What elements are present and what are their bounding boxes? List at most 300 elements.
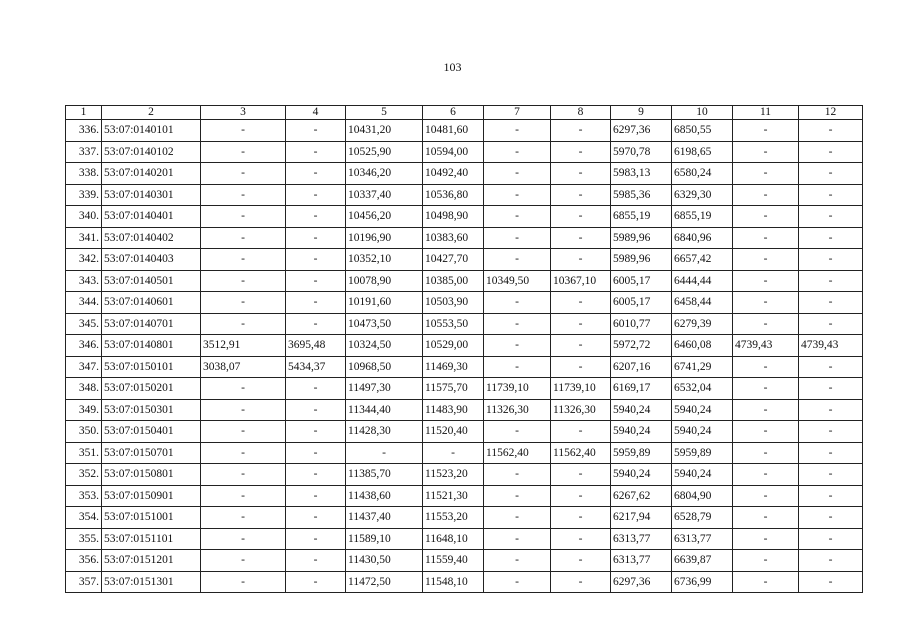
table-row <box>66 378 863 400</box>
table-cell: 5959,89 <box>672 442 733 464</box>
table-cell: 53:07:0140102 <box>102 141 201 163</box>
table-cell: - <box>201 249 286 271</box>
table-cell: - <box>286 313 346 335</box>
table-cell: 6297,36 <box>611 120 672 142</box>
table-cell: 338. <box>66 163 102 185</box>
table-cell: - <box>551 571 611 593</box>
table-cell: 11739,10 <box>484 378 551 400</box>
table-cell: - <box>733 571 799 593</box>
table-cell: 10529,00 <box>423 335 484 357</box>
table-cell: - <box>201 571 286 593</box>
table-cell: 10352,10 <box>346 249 423 271</box>
table-cell: - <box>733 507 799 529</box>
table-cell: - <box>799 571 863 593</box>
table-cell: 5940,24 <box>611 464 672 486</box>
page-number: 103 <box>443 60 462 74</box>
table-cell: - <box>286 550 346 572</box>
table-cell: - <box>201 163 286 185</box>
table-cell: 11497,30 <box>346 378 423 400</box>
table-cell: 11575,70 <box>423 378 484 400</box>
table-cell: 5959,89 <box>611 442 672 464</box>
table-cell: 11589,10 <box>346 528 423 550</box>
table-cell: - <box>484 507 551 529</box>
table-cell: - <box>201 227 286 249</box>
table-cell: 6850,55 <box>672 120 733 142</box>
column-header: 3 <box>201 106 286 120</box>
table-row <box>66 184 863 206</box>
table-cell: - <box>551 421 611 443</box>
table-cell: 53:07:0150901 <box>102 485 201 507</box>
table-cell: - <box>551 356 611 378</box>
table-cell: 53:07:0151001 <box>102 507 201 529</box>
table-cell: - <box>733 464 799 486</box>
table-cell: - <box>799 313 863 335</box>
table-row <box>66 141 863 163</box>
table-cell: - <box>799 270 863 292</box>
table-cell: 6639,87 <box>672 550 733 572</box>
table-cell: - <box>733 163 799 185</box>
table-cell: - <box>484 120 551 142</box>
table-cell: - <box>286 120 346 142</box>
table-cell: 354. <box>66 507 102 529</box>
table-cell: - <box>733 528 799 550</box>
table-cell: - <box>551 550 611 572</box>
table-cell: 53:07:0150801 <box>102 464 201 486</box>
table-cell: - <box>286 571 346 593</box>
table-cell: - <box>733 399 799 421</box>
table-cell: 6741,29 <box>672 356 733 378</box>
table-cell: 6169,17 <box>611 378 672 400</box>
table-cell: 6855,19 <box>672 206 733 228</box>
table-cell: 10427,70 <box>423 249 484 271</box>
table-cell: - <box>799 206 863 228</box>
table-cell: - <box>484 206 551 228</box>
table-cell: 6267,62 <box>611 485 672 507</box>
table-cell: - <box>484 571 551 593</box>
column-header: 12 <box>799 106 863 120</box>
column-header: 1 <box>66 106 102 120</box>
table-cell: 10481,60 <box>423 120 484 142</box>
table-cell: 10594,00 <box>423 141 484 163</box>
table-cell: 53:07:0140201 <box>102 163 201 185</box>
table-cell: 6010,77 <box>611 313 672 335</box>
table-cell: - <box>201 378 286 400</box>
table-cell: 10346,20 <box>346 163 423 185</box>
table-cell: - <box>201 528 286 550</box>
table-cell: - <box>201 184 286 206</box>
table-row <box>66 206 863 228</box>
table-cell: 53:07:0150401 <box>102 421 201 443</box>
table-row <box>66 550 863 572</box>
table-cell: - <box>484 249 551 271</box>
table-cell: - <box>551 485 611 507</box>
table-cell: - <box>201 270 286 292</box>
table-cell: 6580,24 <box>672 163 733 185</box>
table-row <box>66 507 863 529</box>
table-cell: 10196,90 <box>346 227 423 249</box>
table-cell: 10553,50 <box>423 313 484 335</box>
table-cell: 10525,90 <box>346 141 423 163</box>
table-cell: - <box>201 141 286 163</box>
table-cell: - <box>286 399 346 421</box>
table-row <box>66 399 863 421</box>
table-cell: 53:07:0140301 <box>102 184 201 206</box>
table-cell: - <box>551 313 611 335</box>
table-cell: - <box>551 292 611 314</box>
table-cell: - <box>799 442 863 464</box>
table-row <box>66 249 863 271</box>
table-cell: - <box>551 227 611 249</box>
table-cell: 6005,17 <box>611 292 672 314</box>
table-row <box>66 313 863 335</box>
table-cell: 11326,30 <box>551 399 611 421</box>
table-cell: - <box>799 163 863 185</box>
table-cell: 5989,96 <box>611 249 672 271</box>
table-cell: 3512,91 <box>201 335 286 357</box>
table-cell: - <box>201 421 286 443</box>
table-cell: - <box>799 356 863 378</box>
table-cell: 349. <box>66 399 102 421</box>
table-cell: 53:07:0140601 <box>102 292 201 314</box>
table-cell: - <box>286 421 346 443</box>
table-cell: 11553,20 <box>423 507 484 529</box>
table-cell: 357. <box>66 571 102 593</box>
table-row <box>66 464 863 486</box>
table-cell: 6460,08 <box>672 335 733 357</box>
table-cell: 343. <box>66 270 102 292</box>
table-cell: 10385,00 <box>423 270 484 292</box>
table-cell: - <box>484 528 551 550</box>
table-cell: - <box>733 313 799 335</box>
table-cell: 6198,65 <box>672 141 733 163</box>
table-cell: - <box>733 227 799 249</box>
table-cell: - <box>733 292 799 314</box>
table-cell: 6804,90 <box>672 485 733 507</box>
table-cell: 10337,40 <box>346 184 423 206</box>
table-cell: 6458,44 <box>672 292 733 314</box>
table-cell: 3038,07 <box>201 356 286 378</box>
table-cell: - <box>201 485 286 507</box>
column-header: 11 <box>733 106 799 120</box>
table-row <box>66 442 863 464</box>
table-cell: 11438,60 <box>346 485 423 507</box>
table-cell: 6005,17 <box>611 270 672 292</box>
table-cell: 10498,90 <box>423 206 484 228</box>
table-cell: 53:07:0151201 <box>102 550 201 572</box>
table-cell: - <box>423 442 484 464</box>
table-cell: 345. <box>66 313 102 335</box>
table-cell: 10078,90 <box>346 270 423 292</box>
table-cell: 6313,77 <box>611 550 672 572</box>
table-cell: - <box>551 464 611 486</box>
table-cell: - <box>733 485 799 507</box>
table-cell: 10968,50 <box>346 356 423 378</box>
table-cell: 6657,42 <box>672 249 733 271</box>
table-cell: - <box>201 550 286 572</box>
table-cell: 11326,30 <box>484 399 551 421</box>
table-cell: 11559,40 <box>423 550 484 572</box>
table-cell: - <box>551 184 611 206</box>
table-cell: - <box>201 206 286 228</box>
table-cell: - <box>799 421 863 443</box>
table-cell: 355. <box>66 528 102 550</box>
table-cell: 10503,90 <box>423 292 484 314</box>
table-cell: 6297,36 <box>611 571 672 593</box>
table-cell: - <box>799 292 863 314</box>
table-cell: - <box>201 442 286 464</box>
table-cell: 347. <box>66 356 102 378</box>
table-cell: 11562,40 <box>551 442 611 464</box>
table-cell: - <box>286 270 346 292</box>
table-cell: - <box>286 184 346 206</box>
table-cell: 6532,04 <box>672 378 733 400</box>
table-cell: 6313,77 <box>672 528 733 550</box>
table-cell: - <box>733 120 799 142</box>
table-cell: - <box>201 464 286 486</box>
table-cell: - <box>484 313 551 335</box>
table-cell: - <box>286 292 346 314</box>
table-cell: 5983,13 <box>611 163 672 185</box>
table-cell: - <box>484 335 551 357</box>
table-cell: 10456,20 <box>346 206 423 228</box>
table-cell: 5940,24 <box>672 421 733 443</box>
table-cell: 6736,99 <box>672 571 733 593</box>
table-cell: 10473,50 <box>346 313 423 335</box>
table-cell: 53:07:0140801 <box>102 335 201 357</box>
table-cell: 3695,48 <box>286 335 346 357</box>
table-cell: - <box>551 163 611 185</box>
table-cell: 53:07:0140501 <box>102 270 201 292</box>
table-cell: - <box>733 249 799 271</box>
table-cell: 5970,78 <box>611 141 672 163</box>
table-cell: 5940,24 <box>672 464 733 486</box>
table-row <box>66 292 863 314</box>
table-cell: 11483,90 <box>423 399 484 421</box>
table-body <box>66 120 863 593</box>
table-cell: - <box>799 227 863 249</box>
table-cell: 53:07:0151101 <box>102 528 201 550</box>
table-cell: 5434,37 <box>286 356 346 378</box>
table-row <box>66 571 863 593</box>
table-cell: - <box>551 249 611 271</box>
table-cell: - <box>484 141 551 163</box>
table-cell: 10383,60 <box>423 227 484 249</box>
table-cell: 350. <box>66 421 102 443</box>
table-cell: - <box>484 550 551 572</box>
table-cell: 11520,40 <box>423 421 484 443</box>
table-row <box>66 356 863 378</box>
table-cell: - <box>286 227 346 249</box>
table-cell: 11562,40 <box>484 442 551 464</box>
table-cell: - <box>286 442 346 464</box>
column-header: 7 <box>484 106 551 120</box>
table-cell: 4739,43 <box>733 335 799 357</box>
table-row <box>66 528 863 550</box>
table-row <box>66 335 863 357</box>
column-header: 2 <box>102 106 201 120</box>
table-cell: - <box>733 550 799 572</box>
table-cell: - <box>286 528 346 550</box>
table-row <box>66 163 863 185</box>
column-header: 5 <box>346 106 423 120</box>
table-cell: - <box>484 227 551 249</box>
table-cell: 10492,40 <box>423 163 484 185</box>
table-cell: 11521,30 <box>423 485 484 507</box>
table-cell: - <box>201 292 286 314</box>
table-cell: 53:07:0140101 <box>102 120 201 142</box>
table-cell: 341. <box>66 227 102 249</box>
table-cell: 6444,44 <box>672 270 733 292</box>
table-cell: 6279,39 <box>672 313 733 335</box>
data-table <box>65 105 863 593</box>
table-cell: 339. <box>66 184 102 206</box>
table-cell: 53:07:0140401 <box>102 206 201 228</box>
table-cell: 10536,80 <box>423 184 484 206</box>
table-cell: - <box>799 485 863 507</box>
table-cell: 6313,77 <box>611 528 672 550</box>
table-cell: 10324,50 <box>346 335 423 357</box>
table-cell: 53:07:0150201 <box>102 378 201 400</box>
table-cell: 53:07:0140701 <box>102 313 201 335</box>
table-cell: - <box>799 141 863 163</box>
table-cell: 6528,79 <box>672 507 733 529</box>
table-cell: - <box>286 141 346 163</box>
table-cell: 340. <box>66 206 102 228</box>
column-header: 6 <box>423 106 484 120</box>
table-cell: 11739,10 <box>551 378 611 400</box>
table-cell: 53:07:0150701 <box>102 442 201 464</box>
table-cell: 342. <box>66 249 102 271</box>
table-cell: 6840,96 <box>672 227 733 249</box>
table-cell: 346. <box>66 335 102 357</box>
table-cell: 6207,16 <box>611 356 672 378</box>
table-cell: 11385,70 <box>346 464 423 486</box>
table-cell: - <box>484 356 551 378</box>
table-cell: 4739,43 <box>799 335 863 357</box>
table-cell: - <box>484 464 551 486</box>
table-cell: 11428,30 <box>346 421 423 443</box>
table-cell: - <box>733 270 799 292</box>
table-row <box>66 120 863 142</box>
table-cell: 11523,20 <box>423 464 484 486</box>
table-cell: - <box>799 550 863 572</box>
table-cell: 10349,50 <box>484 270 551 292</box>
table-cell: - <box>484 421 551 443</box>
table-cell: 6855,19 <box>611 206 672 228</box>
table-cell: 6217,94 <box>611 507 672 529</box>
table-cell: 53:07:0150301 <box>102 399 201 421</box>
table-cell: - <box>286 485 346 507</box>
table-cell: 11548,10 <box>423 571 484 593</box>
table-cell: - <box>799 120 863 142</box>
table-cell: - <box>551 206 611 228</box>
table-cell: 5940,24 <box>611 399 672 421</box>
table-cell: - <box>286 378 346 400</box>
table-cell: 6329,30 <box>672 184 733 206</box>
table-row <box>66 485 863 507</box>
table-cell: 53:07:0151301 <box>102 571 201 593</box>
table-cell: - <box>201 399 286 421</box>
table-cell: - <box>286 464 346 486</box>
column-header: 4 <box>286 106 346 120</box>
table-cell: - <box>286 507 346 529</box>
table-cell: - <box>484 485 551 507</box>
table-cell: 5940,24 <box>611 421 672 443</box>
table-cell: 11648,10 <box>423 528 484 550</box>
table-cell: 352. <box>66 464 102 486</box>
table-cell: - <box>799 399 863 421</box>
table-cell: 11437,40 <box>346 507 423 529</box>
table-cell: - <box>286 206 346 228</box>
table-cell: - <box>286 163 346 185</box>
table-cell: 11469,30 <box>423 356 484 378</box>
column-header: 9 <box>611 106 672 120</box>
table-cell: - <box>551 141 611 163</box>
table-cell: 5985,36 <box>611 184 672 206</box>
table-cell: 10367,10 <box>551 270 611 292</box>
column-header: 8 <box>551 106 611 120</box>
table-cell: 53:07:0150101 <box>102 356 201 378</box>
table-cell: - <box>799 184 863 206</box>
table-cell: - <box>201 120 286 142</box>
table-cell: - <box>201 507 286 529</box>
table-cell: - <box>799 249 863 271</box>
table-cell: - <box>346 442 423 464</box>
table-cell: - <box>484 163 551 185</box>
table-cell: 53:07:0140403 <box>102 249 201 271</box>
table-cell: - <box>286 249 346 271</box>
table-cell: 344. <box>66 292 102 314</box>
table-cell: 11430,50 <box>346 550 423 572</box>
table-cell: - <box>484 184 551 206</box>
table-row <box>66 270 863 292</box>
table-cell: 348. <box>66 378 102 400</box>
table-cell: 353. <box>66 485 102 507</box>
table-cell: - <box>733 378 799 400</box>
table-cell: - <box>799 378 863 400</box>
table-cell: - <box>799 464 863 486</box>
table-cell: - <box>733 141 799 163</box>
table-cell: - <box>551 120 611 142</box>
table-cell: 10191,60 <box>346 292 423 314</box>
table-cell: - <box>551 528 611 550</box>
table-cell: - <box>201 313 286 335</box>
table-cell: 337. <box>66 141 102 163</box>
table-cell: 10431,20 <box>346 120 423 142</box>
table-cell: - <box>733 356 799 378</box>
column-header: 10 <box>672 106 733 120</box>
table-cell: - <box>799 528 863 550</box>
table-row <box>66 227 863 249</box>
table-cell: - <box>799 507 863 529</box>
table-cell: - <box>733 184 799 206</box>
table-cell: 351. <box>66 442 102 464</box>
table-row <box>66 421 863 443</box>
table-cell: - <box>733 421 799 443</box>
table-cell: 5989,96 <box>611 227 672 249</box>
table-cell: - <box>733 206 799 228</box>
table-cell: - <box>551 335 611 357</box>
table-cell: 11344,40 <box>346 399 423 421</box>
table-header-row <box>66 106 863 120</box>
table-cell: 5940,24 <box>672 399 733 421</box>
table-cell: - <box>484 292 551 314</box>
table-cell: 11472,50 <box>346 571 423 593</box>
table-cell: 356. <box>66 550 102 572</box>
table-cell: 53:07:0140402 <box>102 227 201 249</box>
table-cell: - <box>733 442 799 464</box>
table-cell: 5972,72 <box>611 335 672 357</box>
